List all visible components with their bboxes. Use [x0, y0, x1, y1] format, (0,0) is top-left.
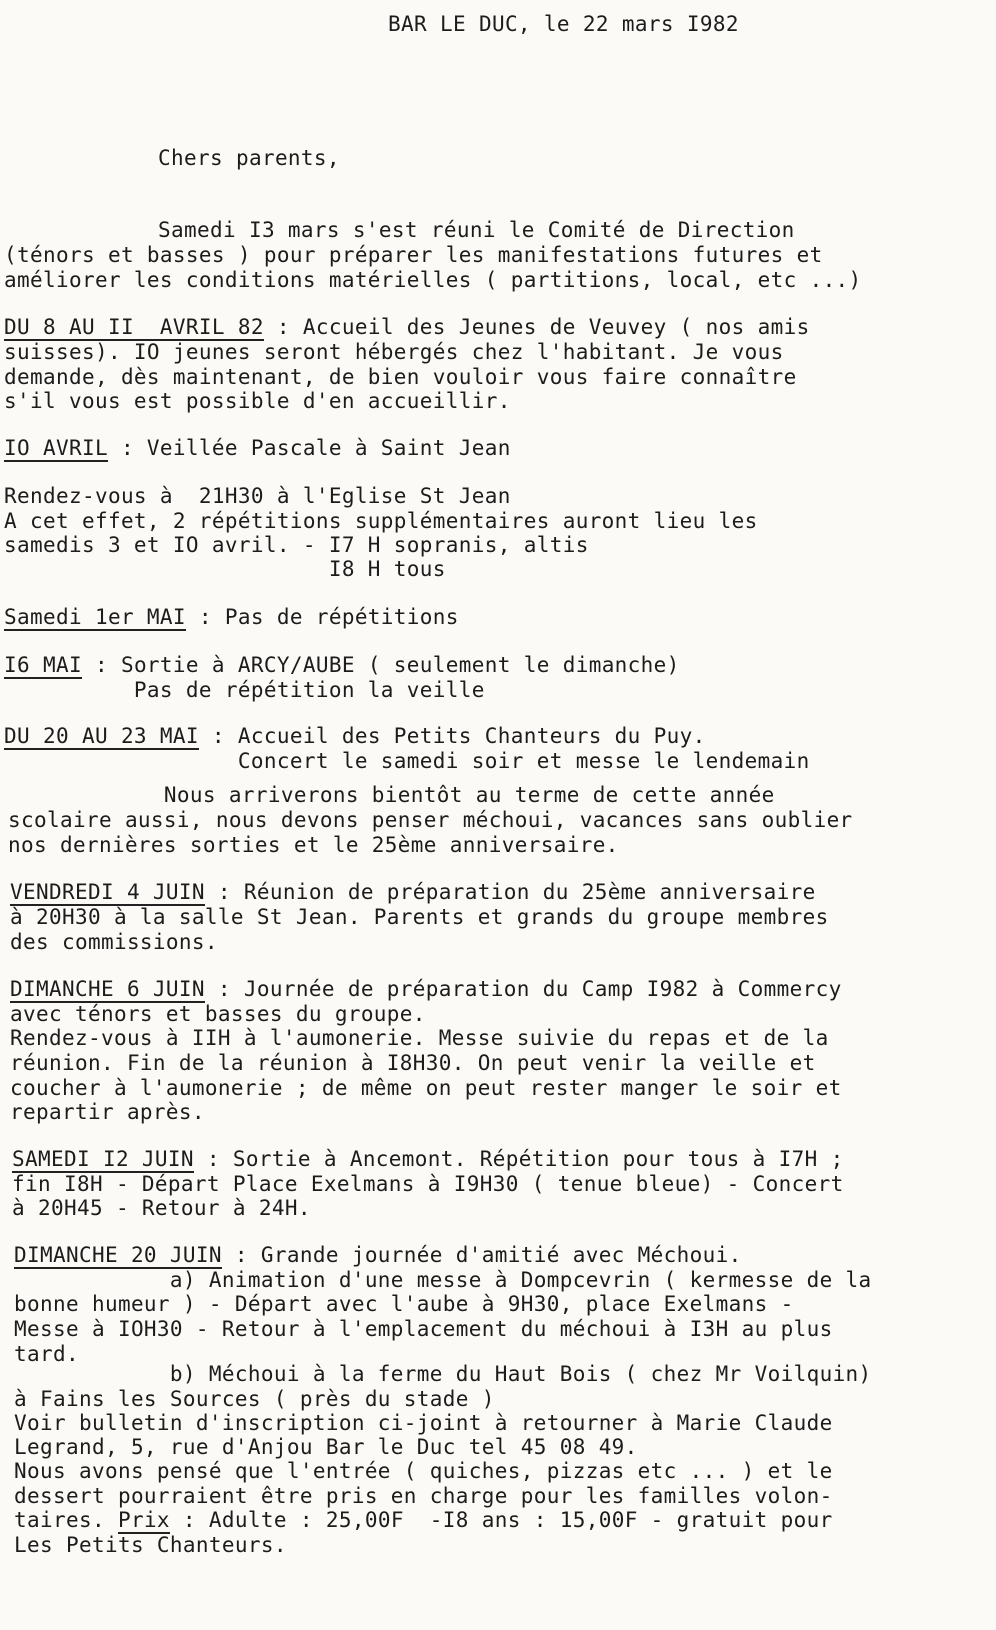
- body-line: suisses). IO jeunes seront hébergés chez l'habitant. Je vous: [4, 340, 784, 364]
- section-text: : Journée de préparation du Camp I982 à Commercy: [204, 977, 842, 1001]
- body-line: avec ténors et basses du groupe.: [10, 1002, 426, 1026]
- body-line: repartir après.: [10, 1100, 205, 1124]
- section-date: DU 8 AU II AVRIL 82: [4, 315, 264, 339]
- body-line: b) Méchoui à la ferme du Haut Bois ( chez Mr Voilquin): [14, 1362, 872, 1386]
- body-line: Rendez-vous à 21H30 à l'Eglise St Jean: [4, 484, 511, 508]
- body-line: samedis 3 et IO avril. - I7 H sopranis, altis: [4, 533, 589, 557]
- section-1er-mai-heading: [4, 605, 459, 630]
- body-line: réunion. Fin de la réunion à I8H30. On peut venir la veille et: [10, 1051, 816, 1075]
- body-line: Legrand, 5, rue d'Anjou Bar le Duc tel 45 08 49.: [14, 1435, 638, 1459]
- price-line: [14, 1508, 833, 1533]
- section-text: : Grande journée d'amitié avec Méchoui.: [221, 1243, 742, 1267]
- body-line: Messe à IOH30 - Retour à l'emplacement du méchoui à I3H au plus: [14, 1317, 833, 1341]
- section-petits-chanteurs-puy-heading: [4, 724, 706, 749]
- body-line: demande, dès maintenant, de bien vouloir vous faire connaître: [4, 365, 797, 389]
- section-date: VENDREDI 4 JUIN: [10, 880, 205, 904]
- body-line: dessert pourraient être pris en charge pour les familles volon-: [14, 1484, 833, 1508]
- section-arcy-heading: [4, 653, 680, 678]
- body-line: des commissions.: [10, 930, 218, 954]
- place-date: BAR LE DUC, le 22 mars I982: [388, 12, 739, 36]
- body-line: Concert le samedi soir et messe le lendemain: [4, 749, 810, 773]
- price-line-start: taires.: [14, 1508, 118, 1532]
- body-line: bonne humeur ) - Départ avec l'aube à 9H30, place Exelmans -: [14, 1292, 794, 1316]
- intro-line-3: améliorer les conditions matérielles ( partitions, local, etc ...): [4, 268, 862, 292]
- body-line: Pas de répétition la veille: [4, 678, 485, 702]
- section-date: SAMEDI I2 JUIN: [12, 1147, 194, 1171]
- intro-line-2: (ténors et basses ) pour préparer les manifestations futures et: [4, 243, 823, 267]
- section-text: : Réunion de préparation du 25ème anniversaire: [204, 880, 816, 904]
- price-line-end: : Adulte : 25,00F -I8 ans : 15,00F - gratuit pour: [169, 1508, 833, 1532]
- section-date: DIMANCHE 6 JUIN: [10, 977, 205, 1001]
- section-date: IO AVRIL: [4, 436, 108, 460]
- section-date: DU 20 AU 23 MAI: [4, 724, 199, 748]
- section-samedi-12-juin-heading: [12, 1147, 844, 1172]
- body-line: scolaire aussi, nous devons penser méchoui, vacances sans oublier: [8, 808, 853, 832]
- body-line: Nous arriverons bientôt au terme de cette année: [8, 783, 775, 807]
- body-line: à Fains les Sources ( près du stade ): [14, 1387, 495, 1411]
- body-line: nos dernières sorties et le 25ème anniversaire.: [8, 833, 619, 857]
- body-line: Nous avons pensé que l'entrée ( quiches, pizzas etc ... ) et le: [14, 1459, 833, 1483]
- body-line: coucher à l'aumonerie ; de même on peut rester manger le soir et: [10, 1076, 842, 1100]
- body-line: Voir bulletin d'inscription ci-joint à retourner à Marie Claude: [14, 1411, 833, 1435]
- body-line: à 20H30 à la salle St Jean. Parents et grands du groupe membres: [10, 905, 829, 929]
- section-text: : Accueil des Jeunes de Veuvey ( nos amis: [263, 315, 810, 339]
- body-line: Rendez-vous à IIH à l'aumonerie. Messe suivie du repas et de la: [10, 1026, 829, 1050]
- section-date: DIMANCHE 20 JUIN: [14, 1243, 222, 1267]
- salutation: Chers parents,: [158, 146, 340, 170]
- section-vendredi-4-juin-heading: [10, 880, 816, 905]
- section-text: : Accueil des Petits Chanteurs du Puy.: [198, 724, 706, 748]
- section-date: I6 MAI: [4, 653, 82, 677]
- section-dimanche-6-juin-heading: [10, 977, 842, 1002]
- section-dimanche-20-juin-heading: [14, 1243, 742, 1268]
- body-line: tard.: [14, 1342, 79, 1366]
- body-line: Les Petits Chanteurs.: [14, 1533, 287, 1557]
- section-text: : Sortie à Ancemont. Répétition pour tous à I7H ;: [193, 1147, 844, 1171]
- section-text: : Pas de répétitions: [185, 605, 459, 629]
- section-date: Samedi 1er MAI: [4, 605, 186, 629]
- section-text: : Veillée Pascale à Saint Jean: [107, 436, 511, 460]
- price-label: Prix: [117, 1508, 170, 1532]
- section-accueil-veuvey-heading: [4, 315, 810, 340]
- body-line: s'il vous est possible d'en accueillir.: [4, 389, 511, 413]
- section-text: : Sortie à ARCY/AUBE ( seulement le dimanche): [81, 653, 680, 677]
- intro-line-1: Samedi I3 mars s'est réuni le Comité de Direction: [158, 218, 795, 242]
- body-line: fin I8H - Départ Place Exelmans à I9H30 ( tenue bleue) - Concert: [12, 1172, 844, 1196]
- body-line: A cet effet, 2 répétitions supplémentaires auront lieu les: [4, 509, 758, 533]
- section-veillee-pascale-heading: [4, 436, 511, 461]
- body-line: a) Animation d'une messe à Dompcevrin ( kermesse de la: [14, 1268, 872, 1292]
- body-line: à 20H45 - Retour à 24H.: [12, 1196, 311, 1220]
- body-line: I8 H tous: [4, 557, 446, 581]
